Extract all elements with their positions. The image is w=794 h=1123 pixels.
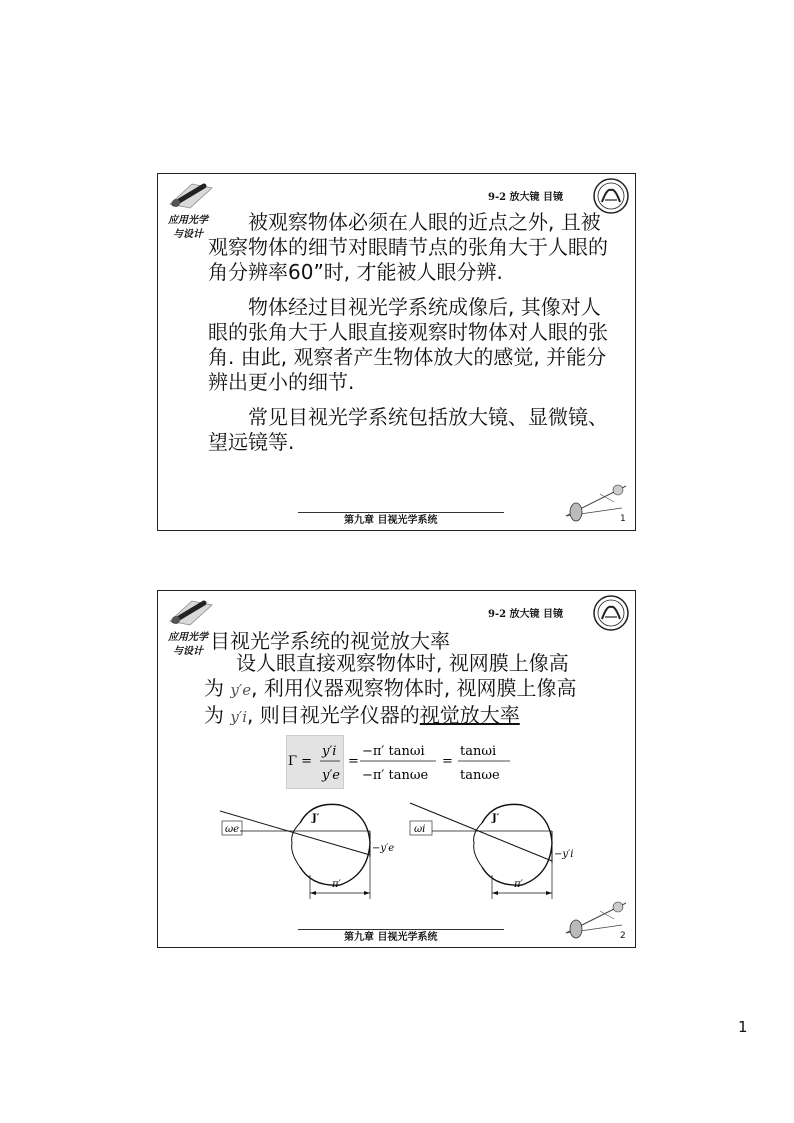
body-line (204, 676, 624, 703)
formula-den2: −π′ tanωe (362, 768, 429, 783)
slide-title: 目视光学系统的视觉放大率 (210, 629, 450, 653)
focal-label: π′ (332, 879, 341, 890)
university-seal-icon (593, 178, 629, 214)
body-line: 设人眼直接观察物体时, 视网膜上像高 (236, 651, 569, 675)
paragraph: 常见目视光学系统包括放大镜、显微镜、望远镜等. (208, 405, 608, 454)
body-text: , 利用仪器观察物体时, 视网膜上像高 (251, 676, 577, 700)
body-line (204, 703, 624, 730)
course-label (162, 214, 214, 242)
formula-num2: −π′ tanωi (362, 744, 425, 759)
magnification-formula (286, 737, 526, 785)
course-label-line1: 应用光学 (168, 632, 208, 643)
body-text: 为 (204, 703, 224, 727)
page-number: 1 (738, 1018, 748, 1036)
node-label: J′ (312, 813, 320, 824)
focal-label: π′ (514, 879, 523, 890)
eye-instrument-view (410, 803, 574, 899)
course-label-line2: 与设计 (173, 646, 203, 657)
emphasized-term: 视觉放大率 (419, 703, 520, 727)
telescope-decoration-icon (166, 178, 214, 212)
slide-body (204, 651, 624, 730)
section-title: 9-2 放大镜 目镜 (488, 609, 564, 620)
course-label-line2: 与设计 (173, 229, 203, 240)
formula-gamma: Γ = (288, 754, 313, 769)
slide-number: 2 (620, 931, 626, 941)
chapter-footer: 第九章 目视光学系统 (344, 515, 438, 526)
image-height-label: −y′i (554, 849, 574, 860)
formula-num1: y′i (322, 744, 337, 759)
telescope-decoration-icon (166, 595, 214, 629)
formula-den3: tanωe (460, 768, 500, 783)
formula-num3: tanωi (460, 744, 497, 759)
university-seal-icon (593, 595, 629, 631)
slide-2 (157, 590, 636, 948)
body-text: , 则目视光学仪器的 (247, 703, 420, 727)
formula-eq: = (442, 754, 453, 769)
section-title: 9-2 放大镜 目镜 (488, 192, 564, 203)
slide-body (208, 210, 618, 465)
eye-diagram (220, 795, 580, 905)
symbol-yi: y′i (230, 708, 248, 726)
paragraph: 物体经过目视光学系统成像后, 其像对人眼的张角大于人眼直接观察时物体对人眼的张角. 由此, 观察者产生物体放大的感觉, 并能分辨出更小的细节. (208, 295, 608, 394)
formula-eq: = (348, 754, 359, 769)
body-text: 为 (204, 676, 224, 700)
slide-1 (157, 173, 636, 531)
paragraph: 被观察物体必须在人眼的近点之外, 且被观察物体的细节对眼睛节点的张角大于人眼的角分辨率60”时, 才能被人眼分辨. (208, 210, 608, 284)
eye-direct-view (220, 804, 394, 899)
angle-label: ωe (225, 824, 240, 835)
chapter-footer: 第九章 目视光学系统 (344, 932, 438, 943)
symbol-ye: y′e (230, 681, 252, 699)
image-height-label: −y′e (372, 843, 395, 854)
node-label: J′ (492, 813, 500, 824)
course-label-line1: 应用光学 (168, 215, 208, 226)
formula-den1: y′e (322, 768, 340, 783)
angle-label: ωi (414, 824, 426, 835)
slide-number: 1 (620, 514, 626, 524)
